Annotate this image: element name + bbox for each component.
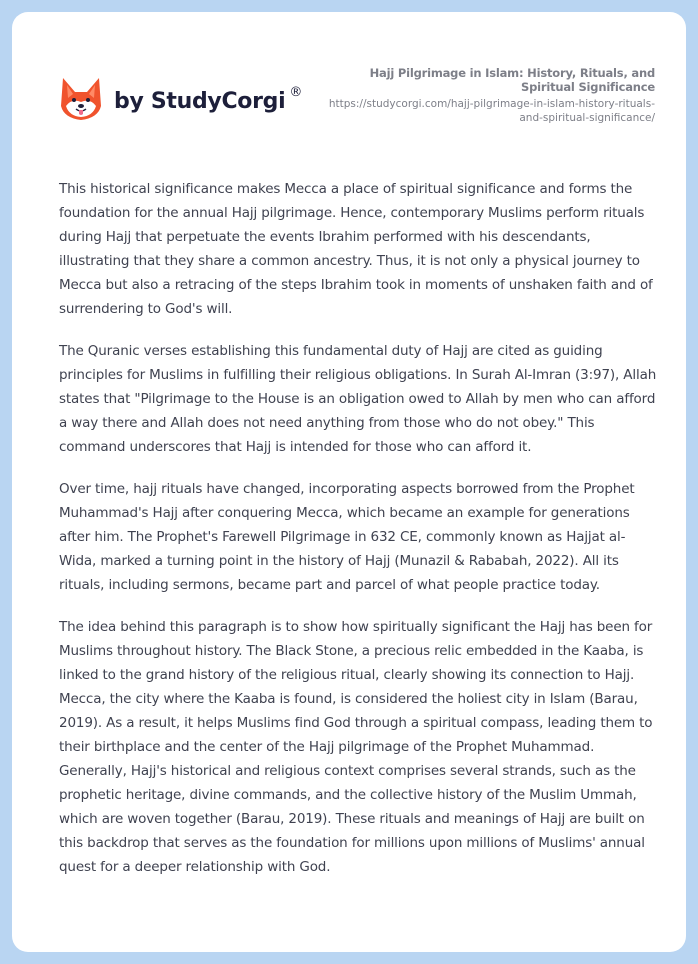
corgi-icon (60, 76, 102, 122)
document-body (59, 177, 659, 897)
document-card (12, 12, 686, 952)
logo-text: by StudyCorgi ® (114, 84, 303, 114)
paragraph-2: The Quranic verses establishing this fundamental duty of Hajj are cited as guiding principles for Muslims in fulfilling their religious obligations. In Surah Al-Imran (3:97), Allah states that "Pilgrimage to the House is an obligation owed to Allah by men who can afford a way there and Allah does not need anything from those who do not obey." This command underscores that Hajj is intended for those who can afford it. (59, 343, 657, 455)
paragraph-3: Over time, hajj rituals have changed, incorporating aspects borrowed from the Prophet Muhammad's Hajj after conquering Mecca, which became an example for generations after him. The Prophet's Farewell Pilgrimage in 632 CE, commonly known as Hajjat al-Wida, marked a turning point in the history of Hajj (Munazil & Rababah, 2022). All its rituals, including sermons, became part and parcel of what people practice today. (59, 481, 635, 593)
document-meta (315, 66, 655, 125)
paragraph-1: This historical significance makes Mecca a place of spiritual significance and forms the foundation for the annual Hajj pilgrimage. Hence, contemporary Muslims perform rituals during Hajj that perpetuate the events Ibrahim performed with his descendants, illustrating that they share a common ancestry. Thus, it is not only a physical journey to Mecca but also a retracing of the steps Ibrahim took in moments of unshaken faith and of surrendering to God's will. (59, 181, 653, 317)
document-title: Hajj Pilgrimage in Islam: History, Rituals, and Spiritual Significance (369, 66, 655, 94)
studycorgi-logo[interactable] (60, 76, 302, 122)
document-url[interactable]: https://studycorgi.com/hajj-pilgrimage-in-islam-history-rituals-and-spiritual-significance/ (328, 98, 655, 124)
registered-mark: ® (289, 84, 303, 100)
paragraph-4: The idea behind this paragraph is to show how spiritually significant the Hajj has been for Muslims throughout history. The Black Stone, a precious relic embedded in the Kaaba, is linked to the grand history of the religious ritual, clearly showing its connection to Hajj. Mecca, the city where the Kaaba is found, is considered the holiest city in Islam (Barau, 2019). As a result, it helps Muslims find God through a spiritual compass, leading them to their birthplace and the center of the Hajj pilgrimage of the Prophet Muhammad. Generally, Hajj's historical and religious context comprises several strands, such as the prophetic heritage, divine commands, and the collective history of the Muslim Ummah, which are woven together (Barau, 2019). These rituals and meanings of Hajj are built on this backdrop that serves as the foundation for millions upon millions of Muslims' annual quest for a deeper relationship with God. (59, 619, 653, 875)
document-header (12, 12, 686, 152)
